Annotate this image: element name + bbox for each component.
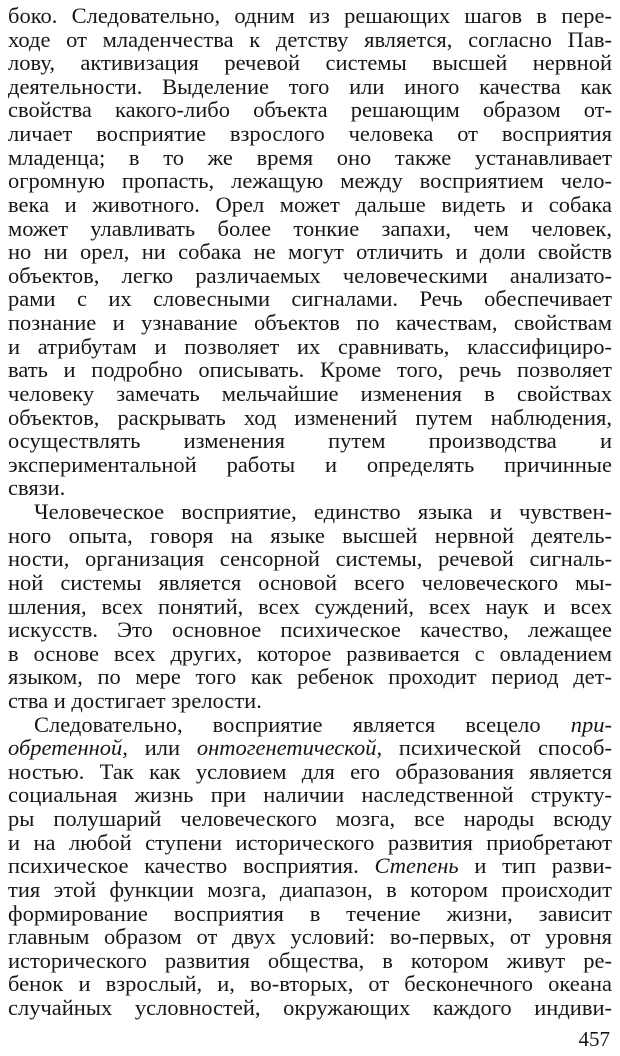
text-line [34,712,612,738]
text-line [8,759,612,785]
text-run: и на любой ступени исторического развития приобретают [8,829,612,855]
text-line [8,263,612,289]
text-line [8,735,612,761]
text-line [8,594,612,620]
text-run: объектов, легко различаемых человеческими анализато- [8,262,612,288]
text-run: века и животного. Орел может дальше видеть и собака [8,191,612,217]
text-line [8,27,612,53]
italic-text: при- [570,711,612,737]
text-run: Человеческое восприятие, единство языка и чувствен- [34,499,612,525]
text-line [8,357,612,383]
italic-text: онтогенетической, [196,735,383,761]
text-run: ной системы является основой всего человеческого мы- [8,569,612,595]
text-run: исторического развития общества, в котором живут ре- [8,947,612,973]
text-line [8,948,612,974]
text-run: рами с их словесными сигналами. Речь обеспечивает [8,286,612,312]
text-line [8,428,612,454]
text-line [8,97,612,123]
text-run: формирование восприятия в течение жизни, зависит [8,900,612,926]
text-run: Следовательно, восприятие является всецело [34,711,571,737]
text-run: ства и достигает зрелости. [8,687,262,713]
text-line [8,664,612,690]
text-run: но ни орел, ни собака не могут отличить и доли свойств [8,239,612,265]
text-line [8,452,612,478]
text-line [8,617,612,643]
text-line [8,688,612,714]
text-run: осуществлять изменения путем производства и [8,428,612,454]
text-line [8,995,612,1021]
text-run: в основе всех других, которое развивается с овладением [8,640,612,666]
text-run: и атрибутам и позволяет их сравнивать, классифициро- [8,333,612,359]
italic-text: Степень [374,853,459,879]
text-line [34,499,612,525]
text-line [8,239,612,265]
text-run: искусств. Это основное психическое качество, лежащее [8,617,612,643]
text-line [8,168,612,194]
text-run: случайных условностей, окружающих каждого индиви- [8,995,612,1021]
text-run: экспериментальной работы и определять причинные [8,451,612,477]
text-run: ности, организация сенсорной системы, речевой сигналь- [8,546,612,572]
text-line [8,924,612,950]
text-run: связи. [8,475,66,501]
text-run: бенок и взрослый, и, во-вторых, от бесконечного океана [8,971,612,997]
text-run: боко. Следовательно, одним из решающих шагов в пере- [8,3,612,28]
text-run: может улавливать более тонкие запахи, чем человек, [8,215,612,241]
text-line [8,901,612,927]
text-line [8,475,612,501]
text-run: объектов, раскрывать ход изменений путем наблюдения, [8,404,612,430]
text-run: психическое качество восприятия. [8,853,375,879]
text-line [8,853,612,879]
text-run: ры полушарий человеческого мозга, все народы всюду [8,806,612,832]
text-line [8,570,612,596]
text-run: и тип разви- [458,853,612,879]
page-number: 457 [578,1027,610,1051]
text-line [8,381,612,407]
text-run: младенца; в то же время оно также устанавливает [8,144,612,170]
text-run: огромную пропасть, лежащую между восприятием чело- [8,168,612,194]
italic-text: обретенной, [8,735,128,761]
text-run: человеку замечать мельчайшие изменения в свойствах [8,380,612,406]
text-line [8,405,612,431]
text-line [8,546,612,572]
text-line [8,830,612,856]
text-run: личает восприятие взрослого человека от восприятия [8,121,612,147]
text-run: вать и подробно описывать. Кроме того, речь позволяет [8,357,612,383]
text-line [8,523,612,549]
text-run: языком, по мере того как ребенок проходит период дет- [8,664,612,690]
text-line [8,334,612,360]
text-run: социальная жизнь при наличии наследственной структу- [8,782,612,808]
text-run: тия этой функции мозга, диапазон, в котором происходит [8,876,612,902]
text-line [8,50,612,76]
text-run: или [127,735,197,761]
text-line [8,806,612,832]
text-run: ностью. Так как условием для его образования является [8,758,612,784]
text-run: познание и узнавание объектов по качествам, свойствам [8,310,612,336]
text-run: лову, активизация речевой системы высшей нервной [8,50,612,76]
text-line [8,145,612,171]
text-line [8,877,612,903]
text-run: психической способ- [382,735,612,761]
text-line [8,192,612,218]
text-run: деятельности. Выделение того или иного качества как [8,73,612,99]
text-line [8,3,612,29]
text-run: ного опыта, говоря на языке высшей нервной деятель- [8,522,612,548]
text-run: ходе от младенчества к детству является, согласно Пав- [8,26,612,52]
text-run: шления, всех понятий, всех суждений, всех наук и всех [8,593,612,619]
text-line [8,971,612,997]
text-line [8,121,612,147]
text-line [8,641,612,667]
text-line [8,216,612,242]
text-line [8,782,612,808]
text-line [8,74,612,100]
text-run: свойства какого-либо объекта решающим образом от- [8,97,612,123]
text-line [8,310,612,336]
text-line [8,286,612,312]
text-run: главным образом от двух условий: во-первых, от уровня [8,924,612,950]
